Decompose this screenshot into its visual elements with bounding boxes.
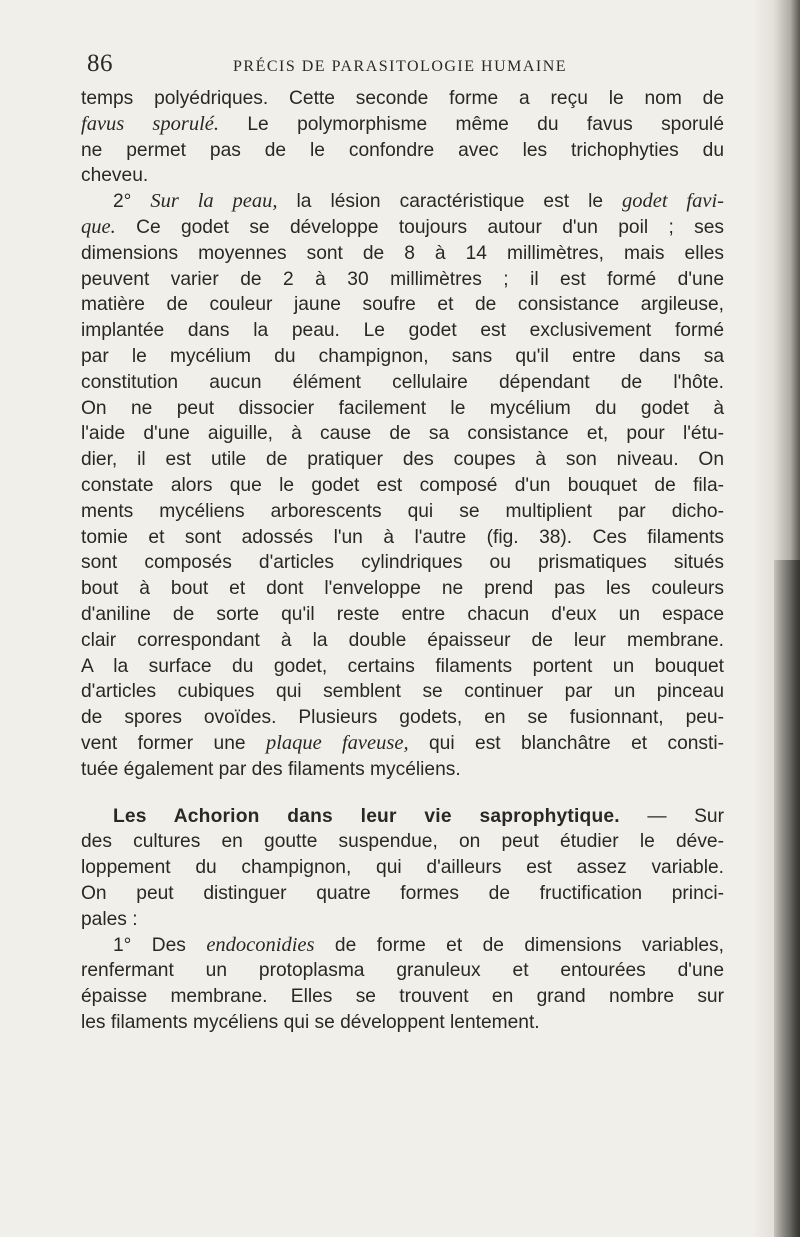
text-line: constitution aucun élément cellulaire dépendant de l'hôte. [81, 371, 724, 393]
text-line: 1° Des endoconidies de forme et de dimensions variables, [113, 933, 724, 956]
italic-term: endoconidies [206, 933, 315, 956]
text-line: clair correspondant à la double épaisseur de leur membrane. [81, 629, 724, 651]
italic-term: favus sporulé. [81, 112, 220, 135]
text-line: peuvent varier de 2 à 30 millimètres ; il est formé d'une [81, 268, 724, 290]
text-line: d'articles cubiques qui semblent se continuer par un pinceau [81, 681, 724, 703]
text-line: l'aide d'une aiguille, à cause de sa consistance et, pour l'étu- [81, 423, 724, 445]
text-line: Les Achorion dans leur vie saprophytique. — Sur [113, 805, 724, 827]
text-line: A la surface du godet, certains filaments portent un bouquet [81, 655, 724, 677]
text-line: renfermant un protoplasma granuleux et entourées d'une [81, 960, 724, 982]
text-line: pales : [81, 908, 138, 930]
text-line: sont composés d'articles cylindriques ou prismatiques situés [81, 552, 724, 574]
text-line: On peut distinguer quatre formes de fructification princi- [81, 882, 724, 904]
text-line: dier, il est utile de pratiquer des coupes à son niveau. On [81, 449, 724, 471]
text-line: les filaments mycéliens qui se développent lentement. [81, 1011, 540, 1033]
italic-term: plaque faveuse, [265, 731, 409, 754]
text-line: ments mycéliens arborescents qui se multiplient par dicho- [81, 500, 724, 522]
paragraph-favus-sporule [81, 86, 724, 189]
text-line: de spores ovoïdes. Plusieurs godets, en se fusionnant, peu- [81, 707, 724, 729]
text-line: 2° Sur la peau, la lésion caractéristique est le godet favi- [113, 190, 724, 213]
paragraph-sur-la-peau [81, 189, 724, 782]
text-line: bout à bout et dont l'enveloppe ne prend pas les couleurs [81, 578, 724, 600]
text-line: temps polyédriques. Cette seconde forme a reçu le nom de [81, 88, 724, 109]
section-heading: Les Achorion dans leur vie saprophytique. [113, 805, 620, 827]
text-line: matière de couleur jaune soufre et de consistance argileuse, [81, 294, 724, 316]
italic-term: godet favi- [622, 190, 724, 213]
page-number: 86 [87, 50, 113, 77]
text-line: des cultures en goutte suspendue, on peut étudier le déve- [81, 831, 724, 853]
text-line: On ne peut dissocier facilement le mycélium du godet à [81, 397, 724, 419]
text-line: ne permet pas de le confondre avec les trichophyties du [81, 139, 724, 161]
italic-term: Sur la peau, [150, 190, 278, 213]
text-line: vent former une plaque faveuse, qui est blanchâtre et consti- [81, 731, 725, 754]
text-line: tuée également par des filaments mycéliens. [81, 758, 461, 780]
running-title: PRÉCIS DE PARASITOLOGIE HUMAINE [233, 58, 568, 75]
italic-term: que. [81, 215, 116, 238]
text-line: tomie et sont adossés l'un à l'autre (fig. 38). Ces filaments [81, 526, 724, 548]
text-line: favus sporulé. Le polymorphisme même du favus sporulé [81, 112, 724, 135]
text-line: implantée dans la peau. Le godet est exclusivement formé [81, 320, 724, 342]
text-line: par le mycélium du champignon, sans qu'il entre dans sa [81, 345, 724, 367]
text-line: constate alors que le godet est composé d'un bouquet de fila- [81, 474, 724, 496]
text-line: épaisse membrane. Elles se trouvent en grand nombre sur [81, 986, 724, 1008]
body-text [81, 86, 724, 1036]
text-line: cheveu. [81, 165, 149, 187]
page-edge-shadow-lower [774, 560, 800, 1237]
text-line: dimensions moyennes sont de 8 à 14 millimètres, mais elles [81, 242, 724, 264]
section-achorion-saprophytique [81, 804, 724, 1036]
text-line: que. Ce godet se développe toujours autour d'un poil ; ses [81, 215, 724, 238]
text-line: d'aniline de sorte qu'il reste entre chacun d'eux un espace [81, 603, 724, 625]
text-line: loppement du champignon, qui d'ailleurs est assez variable. [81, 857, 724, 879]
paragraph-gap [81, 783, 724, 804]
